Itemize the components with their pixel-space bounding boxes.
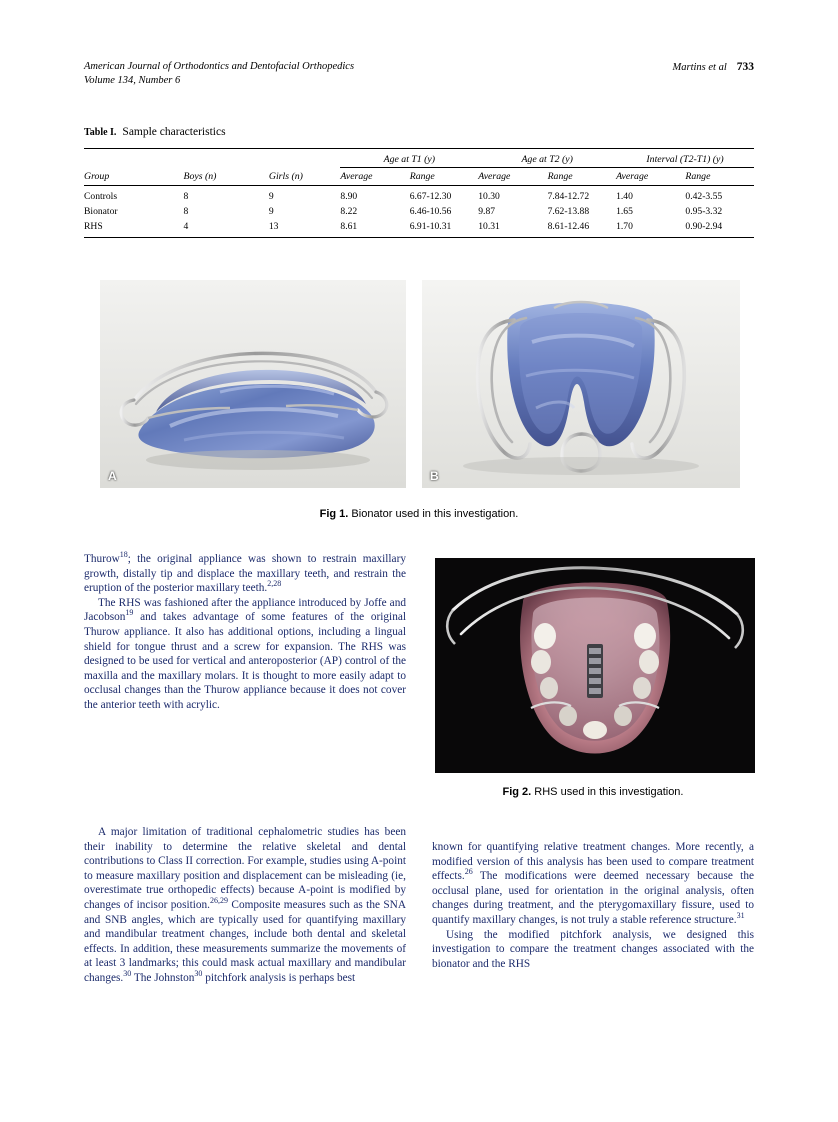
cell-group: Bionator (84, 206, 118, 217)
figure-1 (100, 280, 740, 488)
cell-boys: 8 (183, 206, 189, 217)
cell-interval-range: 0.42-3.55 (685, 191, 723, 202)
table-col-boys: Boys (n) (169, 168, 254, 186)
paragraph: The RHS was fashioned after the appliance introduced by Joffe and Jacobson$^{19}$ and takes advantage of some features of the original Thurow appliance. It also has additional options, including a lingual shield for tongue thrust and a screw for expansion. The RHS was designed to be used for vertical and anteroposterior (AP) control of the maxilla and the maxillary molars. It is thought to more easily adapt to occlusal changes than the Thurow appliance because it does not cover the anterior teeth with acrylic. (84, 596, 406, 711)
cell-interval-average: 1.65 (616, 206, 633, 217)
rhs-appliance-photo (435, 558, 755, 773)
cell-t2-average: 9.87 (478, 206, 496, 217)
table-row (84, 219, 754, 238)
cell-t2-range: 8.61-12.46 (547, 221, 590, 232)
paragraph: A major limitation of traditional cephalometric studies has been their inability to determine the relative skeletal and dental contributions to Class II correction. For example, studies using A-point to measure maxillary position and displacement can be misleading (ie, overestimate true orthopedic effects) because A-point is modified by changes of incisor position.$^{26,29}$ Composite measures such as the SNA and SNB angles, which are typically used for quantifying maxillary and mandibular treatment changes, include both dental and skeletal effects. In addition, these measurements summarize the movements of at least 3 landmarks; this could mask actual maxillary and mandibular changes.$^{30}$ The Johnston$^{30}$ pitchfork analysis is perhaps best (84, 826, 406, 984)
cell-interval-range: 0.90-2.94 (685, 221, 723, 232)
table-group-header-interval: Interval (T2-T1) (y) (616, 149, 754, 168)
figure-1-panel-a (100, 280, 406, 488)
cell-t1-range: 6.91-10.31 (409, 221, 452, 232)
cell-boys: 8 (183, 191, 189, 202)
paragraph: Using the modified pitchfork analysis, we designed this investigation to compare the treatment changes associated with the bionator and the RHS (432, 928, 754, 970)
cell-interval-range: 0.95-3.32 (685, 206, 723, 217)
figure-1-panel-a-letter: A (108, 469, 117, 483)
body-column-left-top (84, 552, 406, 713)
author-line: Martins et al (672, 62, 727, 73)
running-head-left (84, 60, 354, 88)
body-column-left-bottom (84, 825, 406, 986)
cell-group: Controls (84, 191, 118, 202)
cell-t1-range: 6.46-10.56 (409, 206, 452, 217)
body-column-right-bottom (432, 840, 754, 971)
volume-issue: Volume 134, Number 6 (84, 75, 181, 87)
table-col-t1-average: Average (340, 168, 409, 186)
bionator-lateral-photo (100, 280, 406, 488)
cell-t2-average: 10.30 (478, 191, 500, 202)
table-caption (84, 126, 226, 138)
figure-1-panel-b-letter: B (430, 469, 439, 483)
running-head (84, 60, 754, 88)
cell-t1-average: 8.22 (340, 206, 358, 217)
cell-t1-average: 8.61 (340, 221, 358, 232)
cell-t2-range: 7.62-13.88 (547, 206, 590, 217)
table-col-girls: Girls (n) (255, 168, 341, 186)
table-group-header-t1: Age at T1 (y) (340, 149, 478, 168)
cell-interval-average: 1.70 (616, 221, 633, 232)
running-head-right (673, 60, 755, 76)
figure-1-caption-text: Bionator used in this investigation. (351, 508, 519, 520)
table-col-interval-range: Range (685, 168, 754, 186)
cell-boys: 4 (183, 221, 189, 232)
table-group-header-t2: Age at T2 (y) (478, 149, 616, 168)
cell-t2-average: 10.31 (478, 221, 500, 232)
table-title: Sample characteristics (122, 126, 226, 138)
table-col-interval-average: Average (616, 168, 685, 186)
table-row (84, 186, 754, 205)
figure-2-caption-text: RHS used in this investigation. (534, 786, 684, 798)
table-col-group: Group (84, 168, 169, 186)
figure-2-caption (432, 786, 754, 798)
cell-girls: 9 (268, 206, 274, 217)
table-label: Table I. (84, 127, 117, 138)
table-col-t1-range: Range (410, 168, 479, 186)
cell-t1-range: 6.67-12.30 (409, 191, 452, 202)
bionator-occlusal-photo (422, 280, 740, 488)
figure-1-caption (84, 508, 754, 520)
paragraph: known for quantifying relative treatment changes. More recently, a modified version of this analysis has been used to compare treatment effects.$^{26}$ The modifications were deemed necessary because the occlusal plane, used for orientation in the original analysis, often changes during treatment, and the pterygomaxillary fissure, used to quantify maxillary changes, is not truly a stable reference structure.$^{31}$ (432, 841, 754, 926)
cell-girls: 13 (268, 221, 279, 232)
cell-t1-average: 8.90 (340, 191, 358, 202)
figure-1-panel-b (422, 280, 740, 488)
figure-1-label: Fig 1. (319, 508, 349, 520)
cell-interval-average: 1.40 (616, 191, 633, 202)
table-row (84, 204, 754, 219)
page-number: 733 (736, 61, 754, 73)
table-col-t2-range: Range (548, 168, 617, 186)
paragraph: Thurow$^{18}$; the original appliance was shown to restrain maxillary growth, distally tip and displace the maxillary teeth, and restrain the eruption of the posterior maxillary teeth.$^{2,28}$ (84, 550, 406, 595)
cell-group: RHS (84, 221, 103, 232)
cell-t2-range: 7.84-12.72 (547, 191, 590, 202)
sample-characteristics-table (84, 148, 754, 238)
figure-2-label: Fig 2. (502, 786, 532, 798)
table-col-t2-average: Average (478, 168, 547, 186)
figure-2 (435, 558, 755, 773)
cell-girls: 9 (268, 191, 274, 202)
journal-title: American Journal of Orthodontics and Dentofacial Orthopedics (84, 61, 355, 72)
